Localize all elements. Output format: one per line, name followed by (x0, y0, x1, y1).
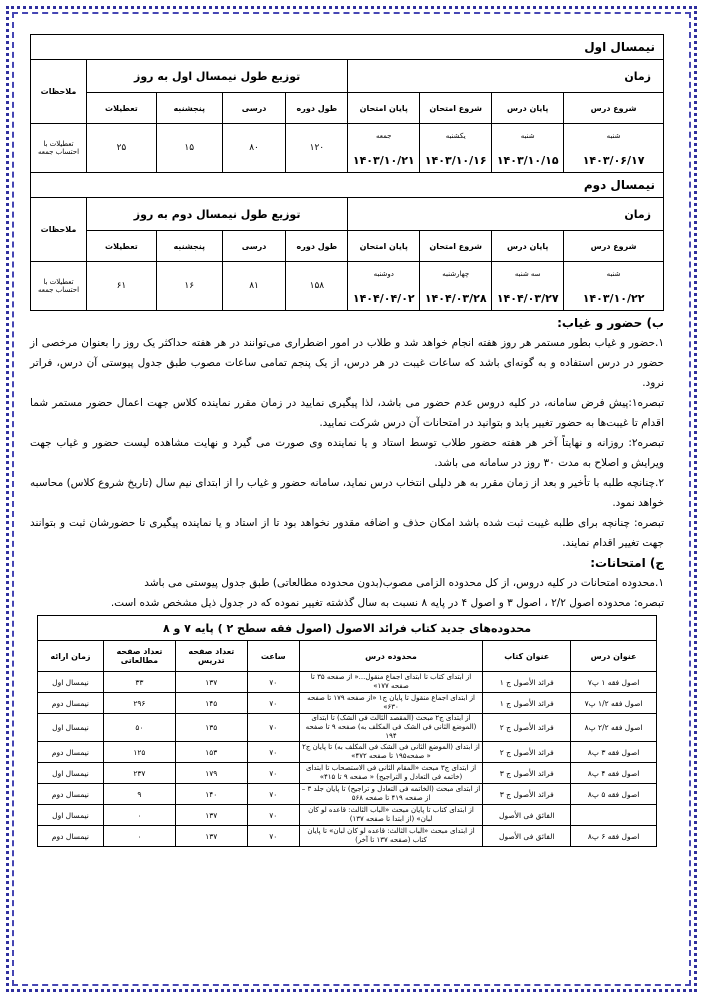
col-class-start: شروع درس (564, 231, 664, 262)
note-value: تعطیلات با احتساب جمعه (31, 124, 87, 173)
ranges-col-header: زمان ارائه (38, 641, 104, 672)
study-pages: ۲۳۷ (103, 763, 175, 784)
duration-value: ۱۵۸ (286, 262, 348, 311)
teaching-pages: ۱۳۷ (175, 672, 247, 693)
teaching-pages: ۱۷۹ (175, 763, 247, 784)
offer-time: نیمسال دوم (38, 693, 104, 714)
hours: ۷۰ (247, 714, 299, 742)
ranges-col-header: عنوان کتاب (483, 641, 571, 672)
exam-start-date: ۱۴۰۴/۰۳/۲۸ (420, 286, 492, 311)
exam-start-day: یکشنبه (420, 124, 492, 149)
col-holidays: تعطیلات (86, 231, 156, 262)
course-title: اصول فقه ۴ پ۸ (571, 763, 657, 784)
course-range: از ابتدای ج۲ مبحث (المقصد الثالث فی الشک) تا ابتدای (الموضع الثانی فی الشک فی المکلف به) صفحه ۹ تا صفحه ۱۹۴ (299, 714, 483, 742)
attendance-paragraph-2: ۲.چنانچه طلبه با تأخیر و بعد از زمان مقرر به هر دلیلی انتخاب درس نماید، سامانه حضور و غیاب را از ابتدای نیم سال (تاریخ شروع کلاس) محاسبه خواهد نمود. (30, 477, 664, 509)
time-header: زمان (348, 198, 664, 231)
course-range: از ابتدای کتاب تا پایان مبحث «الباب الثالث: قاعده لو کان لبان» (از ابتدا تا صفحه ۱۳۷) (299, 805, 483, 826)
notes-header: ملاحظات (31, 60, 87, 124)
class-end-day: شنبه (492, 124, 564, 149)
course-title: اصول فقه ۲/۲ پ۸ (571, 714, 657, 742)
col-exam-start: شروع امتحان (420, 231, 492, 262)
hours: ۷۰ (247, 693, 299, 714)
hours: ۷۰ (247, 672, 299, 693)
ranges-table-caption: محدوده‌های جدید کتاب فرائد الاصول (اصول فقه سطح ۲ ) پایه ۷ و ۸ (38, 616, 657, 641)
hours: ۷۰ (247, 763, 299, 784)
col-holidays: تعطیلات (86, 93, 156, 124)
exams-note-1: تبصره: محدوده اصول ۲/۲ ، اصول ۳ و اصول ۴ در پایه ۸ نسبت به سال گذشته تغییر نموده که در جدول ذیل مشخص شده است. (110, 597, 664, 609)
class-end-date: ۱۴۰۴/۰۳/۲۷ (492, 286, 564, 311)
book-title: الفائق فی الأصول (483, 805, 571, 826)
class-start-day: شنبه (564, 124, 664, 149)
col-class-days: درسی (222, 93, 286, 124)
exam-end-day: جمعه (348, 124, 420, 149)
class-end-date: ۱۴۰۳/۱۰/۱۵ (492, 148, 564, 173)
book-title: فرائد الأصول ج ۳ (483, 784, 571, 805)
attendance-note-1: تبصره۱:پیش فرض سامانه، در کلیه دروس عدم حضور می باشد، لذا پیگیری نمایید در زمان مقرر نماینده کلاس جهت اعمال حضور مستمر شما اقدام تا غیبت‌ها به حضور تغییر یابد و بتوانید در امتحانات آن درس شرکت نمایید. (30, 397, 664, 429)
book-title: فرائد الأصول ج ۲ (483, 742, 571, 763)
holidays-value: ۲۵ (86, 124, 156, 173)
exam-start-day: چهارشنبه (420, 262, 492, 287)
study-pages: ۳۳ (103, 672, 175, 693)
thursday-value: ۱۵ (156, 124, 222, 173)
table-row (38, 805, 657, 826)
study-pages: ۱۲۵ (103, 742, 175, 763)
offer-time: نیمسال اول (38, 763, 104, 784)
exam-end-date: ۱۴۰۴/۰۴/۰۲ (348, 286, 420, 311)
offer-time: نیمسال دوم (38, 742, 104, 763)
study-pages: ۰ (103, 805, 175, 826)
hours: ۷۰ (247, 784, 299, 805)
course-title: اصول فقه ۶ پ۸ (571, 826, 657, 847)
course-title: اصول فقه ۱ پ۷ (571, 672, 657, 693)
attendance-paragraph-1: ۱.حضور و غیاب بطور مستمر هر روز هفته انجام خواهد شد و طلاب در امور اضطراری می‌توانند در هر هفته حداکثر یک روز را بعنوان مرخصی از حضور در درس استفاده و به گونه‌ای باشد که ساعات غیبت در هر درس، از یک پنجم تمامی ساعات مصوب طبق جدول پیوستی آن درس، فراتر نرود. (30, 337, 664, 389)
table-row (38, 672, 657, 693)
teaching-pages: ۱۳۷ (175, 826, 247, 847)
note-value: تعطیلات با احتساب جمعه (31, 262, 87, 311)
table-row (38, 826, 657, 847)
offer-time: نیمسال اول (38, 805, 104, 826)
ranges-table-body (38, 672, 657, 847)
col-thursday: پنجشنبه (156, 231, 222, 262)
book-title: فرائد الأصول ج ۲ (483, 714, 571, 742)
book-title: فرائد الأصول ج ۱ (483, 672, 571, 693)
class-days-value: ۸۱ (222, 262, 286, 311)
course-range: از ابتدای (الموضع الثانی فی الشک فی المکلف به) تا پایان ج۲ « صفحه۱۹۵ تا صفحه ۴۷۲» (299, 742, 483, 763)
ranges-col-header: ساعت (247, 641, 299, 672)
book-title: الفائق فی الأصول (483, 826, 571, 847)
table-row (38, 742, 657, 763)
study-pages: ۹ (103, 784, 175, 805)
book-title: فرائد الأصول ج ۳ (483, 763, 571, 784)
table-row (38, 763, 657, 784)
col-duration: طول دوره (286, 231, 348, 262)
attendance-note-2: تبصره۲: روزانه و نهایتاً آخر هر هفته حضور طلاب توسط استاد و یا نماینده وی صورت می گیرد و نهایت مشاهده لیست حضور و غیاب جهت ویرایش و اصلاح به مدت ۳۰ روز در سامانه می باشد. (30, 437, 664, 469)
course-range: از ابتدای مبحث «الباب الثالث: قاعده لو کان لبان» تا پایان کتاب (صفحه ۱۳۷ تا آخر) (299, 826, 483, 847)
ranges-col-header: عنوان درس (571, 641, 657, 672)
class-days-value: ۸۰ (222, 124, 286, 173)
study-pages: ۵۰ (103, 714, 175, 742)
attendance-heading: ب) حضور و غیاب: (557, 316, 664, 330)
class-start-date: ۱۴۰۳/۰۶/۱۷ (564, 148, 664, 173)
study-pages: ۲۹۶ (103, 693, 175, 714)
course-ranges-table (37, 615, 657, 847)
semester1-title: نیمسال اول (31, 35, 664, 60)
col-class-end: پایان درس (492, 93, 564, 124)
col-exam-end: پایان امتحان (348, 93, 420, 124)
holidays-value: ۶۱ (86, 262, 156, 311)
teaching-pages: ۱۳۷ (175, 805, 247, 826)
teaching-pages: ۱۵۳ (175, 742, 247, 763)
thursday-value: ۱۶ (156, 262, 222, 311)
exam-start-date: ۱۴۰۳/۱۰/۱۶ (420, 148, 492, 173)
col-class-end: پایان درس (492, 231, 564, 262)
teaching-pages: ۱۳۵ (175, 714, 247, 742)
book-title: فرائد الأصول ج ۱ (483, 693, 571, 714)
ranges-col-header: تعداد صفحه تدریس (175, 641, 247, 672)
offer-time: نیمسال دوم (38, 784, 104, 805)
distribution-header: توزیع طول نیمسال دوم به روز (86, 198, 347, 231)
course-range: از ابتدای اجماع منقول تا پایان ج۱ «از صفحه ۱۷۹ تا صفحه ۶۳۰» (299, 693, 483, 714)
course-range: از ابتدای مبحث (الخاتمه فی التعادل و تراجیح) تا پایان جلد ۳ – از صفحه ۴۱۹ تا صفحه ۵۶۸ (299, 784, 483, 805)
exam-end-date: ۱۴۰۳/۱۰/۲۱ (348, 148, 420, 173)
exams-heading: ج) امتحانات: (590, 556, 664, 570)
class-end-day: سه شنبه (492, 262, 564, 287)
table-row (38, 693, 657, 714)
col-exam-end: پایان امتحان (348, 231, 420, 262)
semester2-title: نیمسال دوم (31, 173, 664, 198)
ranges-table-header-row (38, 641, 657, 672)
offer-time: نیمسال اول (38, 672, 104, 693)
ranges-col-header: محدوده درس (299, 641, 483, 672)
exams-section (30, 553, 664, 613)
ranges-col-header: تعداد صفحه مطالعاتی (103, 641, 175, 672)
col-exam-start: شروع امتحان (420, 93, 492, 124)
time-header: زمان (348, 60, 664, 93)
offer-time: نیمسال اول (38, 714, 104, 742)
col-duration: طول دوره (286, 93, 348, 124)
hours: ۷۰ (247, 742, 299, 763)
course-title: اصول فقه ۵ پ۸ (571, 784, 657, 805)
duration-value: ۱۲۰ (286, 124, 348, 173)
col-thursday: پنجشنبه (156, 93, 222, 124)
notes-header: ملاحظات (31, 198, 87, 262)
hours: ۷۰ (247, 805, 299, 826)
col-class-start: شروع درس (564, 93, 664, 124)
study-pages: ۰ (103, 826, 175, 847)
page-content (30, 34, 664, 847)
exams-paragraph-1: ۱.محدوده امتحانات در کلیه دروس، از کل محدوده الزامی مصوب(بدون محدوده مطالعاتی) طبق جدول پیوستی می باشد (144, 577, 664, 589)
table-row (38, 784, 657, 805)
course-title: اصول فقه ۱/۲ پ۷ (571, 693, 657, 714)
class-start-day: شنبه (564, 262, 664, 287)
attendance-note-3: تبصره: چنانچه برای طلبه غیبت ثبت شده باشد امکان حذف و اضافه مقدور نخواهد بود تا از استاد و یا نماینده پیگیری تا حضورشان ثبت و بتوانند جهت تغییر اقدام نمایند. (30, 517, 664, 549)
col-class-days: درسی (222, 231, 286, 262)
hours: ۷۰ (247, 826, 299, 847)
course-title: اصول فقه ۳ پ۸ (571, 742, 657, 763)
class-start-date: ۱۴۰۳/۱۰/۲۲ (564, 286, 664, 311)
course-range: از ابتدای ج۳ مبحث «المقام الثانی فی الاستصحاب تا ابتدای (خاتمه فی التعادل و التراجیح) « صفحه ۹ تا ۴۱۵» (299, 763, 483, 784)
course-range: از ابتدای کتاب تا ابتدای اجماع منقول...« از صفحه ۳۵ تا صفحه ۱۷۷» (299, 672, 483, 693)
offer-time: نیمسال دوم (38, 826, 104, 847)
semester1-table (30, 34, 664, 173)
distribution-header: توزیع طول نیمسال اول به روز (86, 60, 347, 93)
teaching-pages: ۱۴۵ (175, 693, 247, 714)
teaching-pages: ۱۴۰ (175, 784, 247, 805)
semester2-table (30, 172, 664, 311)
course-title (571, 805, 657, 826)
attendance-section (30, 313, 664, 553)
exam-end-day: دوشنبه (348, 262, 420, 287)
table-row (38, 714, 657, 742)
